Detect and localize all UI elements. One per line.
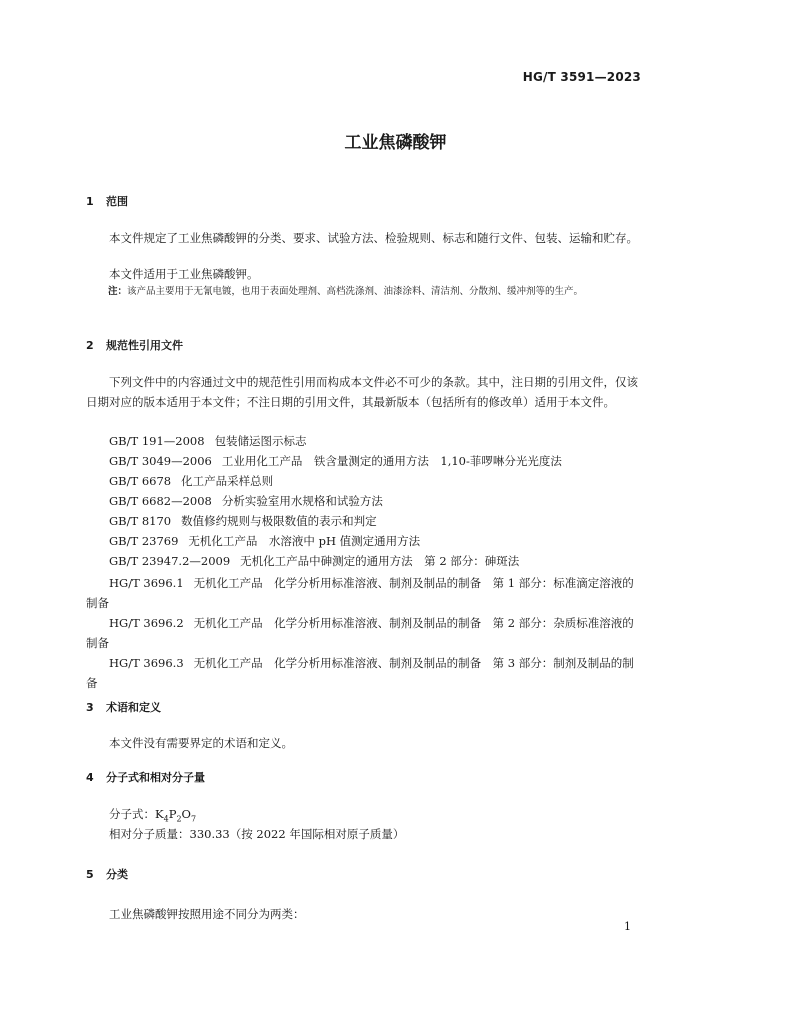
formula-label: 分子式： xyxy=(109,807,155,821)
normative-intro: 下列文件中的内容通过文中的规范性引用而构成本文件必不可少的条款。其中，注日期的引用文件，仅该日期对应的版本适用于本文件；不注日期的引用文件，其最新版本（包括所有的修改单）适用于本文件。 xyxy=(86,375,638,409)
section-number: 1 xyxy=(86,195,94,208)
reference-title: 无机化工产品 水溶液中 pH 值测定通用方法 xyxy=(188,534,421,548)
reference-code: GB/T 191—2008 xyxy=(109,434,205,448)
reference-title: 化工产品采样总则 xyxy=(181,474,274,488)
reference-title: 包装储运图示标志 xyxy=(214,434,307,448)
molecular-formula xyxy=(109,806,196,823)
section-heading-3 xyxy=(86,699,161,715)
reference-title: 分析实验室用水规格和试验方法 xyxy=(221,494,383,508)
reference-code: GB/T 23769 xyxy=(109,534,179,548)
reference-item xyxy=(109,473,273,489)
section-title: 术语和定义 xyxy=(106,701,161,714)
formula-element: O xyxy=(181,807,191,821)
reference-item-wrapped xyxy=(86,573,644,613)
reference-code: GB/T 6682—2008 xyxy=(109,494,212,508)
reference-item xyxy=(109,433,307,449)
formula-subscript: 4 xyxy=(163,814,169,824)
section-heading-4 xyxy=(86,769,205,785)
reference-code: GB/T 3049—2006 xyxy=(109,454,212,468)
section-title: 分类 xyxy=(106,868,128,881)
note-text: 该产品主要用于无氰电镀，也用于表面处理剂、高档洗涤剂、油漆涂料、清洁剂、分散剂、缓冲剂等的生产。 xyxy=(127,286,584,297)
formula-element: K xyxy=(155,807,164,821)
section-heading-1 xyxy=(86,193,128,209)
scope-note xyxy=(108,284,644,300)
formula-element: P xyxy=(168,807,177,821)
reference-code: HG/T 3696.2 xyxy=(109,616,184,630)
scope-paragraph-1: 本文件规定了工业焦磷酸钾的分类、要求、试验方法、检验规则、标志和随行文件、包装、运输和贮存。 xyxy=(109,231,638,245)
reference-item xyxy=(109,553,519,569)
section-number: 4 xyxy=(86,771,94,784)
reference-title: 无机化工产品 化学分析用标准溶液、制剂及制品的制备 第 3 部分：制剂及制品的制备 xyxy=(86,656,634,690)
section-number: 3 xyxy=(86,701,94,714)
terms-paragraph: 本文件没有需要界定的术语和定义。 xyxy=(109,736,293,750)
reference-item xyxy=(109,533,420,549)
scope-paragraph-2: 本文件适用于工业焦磷酸钾。 xyxy=(109,267,259,281)
formula-subscript: 2 xyxy=(176,814,182,824)
reference-item-wrapped xyxy=(86,653,644,693)
section-title: 范围 xyxy=(106,195,128,208)
page-number: 1 xyxy=(624,920,631,933)
reference-item xyxy=(109,453,562,469)
document-title: 工业焦磷酸钾 xyxy=(344,133,447,153)
note-label: 注： xyxy=(108,286,128,297)
formula-subscript: 7 xyxy=(190,814,197,824)
reference-title: 无机化工产品 化学分析用标准溶液、制剂及制品的制备 第 1 部分：标准滴定溶液的制备 xyxy=(86,576,634,610)
reference-code: HG/T 3696.3 xyxy=(109,656,184,670)
reference-code: HG/T 3696.1 xyxy=(109,576,184,590)
section-title: 规范性引用文件 xyxy=(106,339,183,352)
reference-title: 数值修约规则与极限数值的表示和判定 xyxy=(181,514,377,528)
reference-item xyxy=(109,493,383,509)
reference-code: GB/T 8170 xyxy=(109,514,172,528)
reference-code: GB/T 6678 xyxy=(109,474,172,488)
reference-item-wrapped xyxy=(86,613,644,653)
reference-title: 工业用化工产品 铁含量测定的通用方法 1,10-菲啰啉分光光度法 xyxy=(221,454,562,468)
section-heading-5 xyxy=(86,866,128,882)
reference-title: 无机化工产品 化学分析用标准溶液、制剂及制品的制备 第 2 部分：杂质标准溶液的制备 xyxy=(86,616,634,650)
reference-title: 无机化工产品中砷测定的通用方法 第 2 部分：砷斑法 xyxy=(240,554,520,568)
section-number: 2 xyxy=(86,339,94,352)
section-heading-2 xyxy=(86,337,183,353)
classification-paragraph: 工业焦磷酸钾按照用途不同分为两类： xyxy=(109,907,305,921)
standard-code: HG/T 3591—2023 xyxy=(522,70,641,84)
molecular-mass: 相对分子质量：330.33（按 2022 年国际相对原子质量） xyxy=(109,827,405,841)
section-number: 5 xyxy=(86,868,94,881)
reference-code: GB/T 23947.2—2009 xyxy=(109,554,231,568)
reference-item xyxy=(109,513,377,529)
section-title: 分子式和相对分子量 xyxy=(106,771,205,784)
